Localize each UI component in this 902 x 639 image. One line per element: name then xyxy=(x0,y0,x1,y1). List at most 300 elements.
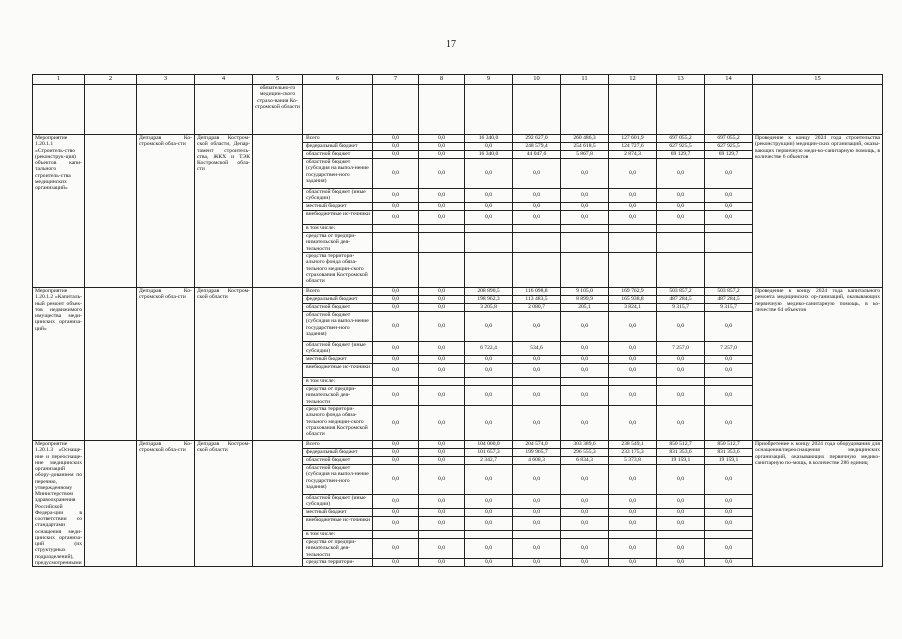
funding-source-cell: областной бюджет xyxy=(303,304,373,312)
amount-cell: 0,0 xyxy=(465,465,513,495)
amount-cell: 0,0 xyxy=(657,509,705,517)
amount-cell: 0,0 xyxy=(657,559,705,567)
amount-cell xyxy=(609,233,657,253)
amount-cell: 0,0 xyxy=(705,539,753,559)
header-cell: 7 xyxy=(373,75,419,85)
amount-cell: 0,0 xyxy=(513,211,561,225)
amount-cell: 248 579,4 xyxy=(513,143,561,151)
amount-cell xyxy=(419,233,465,253)
header-row xyxy=(33,75,883,85)
amount-cell: 113 483,5 xyxy=(513,296,561,304)
amount-cell xyxy=(465,233,513,253)
amount-cell: 0,0 xyxy=(513,356,561,364)
amount-cell: 9 315,7 xyxy=(657,304,705,312)
amount-cell: 9 105,0 xyxy=(561,288,609,296)
amount-cell: 0,0 xyxy=(657,406,705,441)
funding-source-cell: местный бюджет xyxy=(303,356,373,364)
funding-source-cell: внебюджетные ис-точники xyxy=(303,211,373,225)
amount-cell: 0,0 xyxy=(465,509,513,517)
amount-cell xyxy=(705,378,753,386)
amount-cell xyxy=(513,233,561,253)
amount-cell xyxy=(657,253,705,288)
amount-cell: 208 890,5 xyxy=(465,288,513,296)
amount-cell: 127 601,9 xyxy=(609,135,657,143)
amount-cell: 0,0 xyxy=(465,517,513,531)
amount-cell: 0,0 xyxy=(513,517,561,531)
amount-cell: 0,0 xyxy=(465,203,513,211)
amount-cell: 0,0 xyxy=(705,203,753,211)
amount-cell: 0,0 xyxy=(561,356,609,364)
amount-cell xyxy=(561,378,609,386)
empty-cell xyxy=(253,441,303,567)
amount-cell: 8 899,9 xyxy=(561,296,609,304)
amount-cell: 0,0 xyxy=(513,159,561,189)
funding-source-cell: федеральный бюджет xyxy=(303,296,373,304)
amount-cell: 0,0 xyxy=(705,386,753,406)
amount-cell: 0,0 xyxy=(705,211,753,225)
amount-cell: 0,0 xyxy=(419,304,465,312)
responsible-cell: Депздрав Ко-стромской обла-сти xyxy=(137,135,195,288)
amount-cell: 0,0 xyxy=(513,509,561,517)
amount-cell xyxy=(373,233,419,253)
amount-cell: 292 627,0 xyxy=(513,135,561,143)
amount-cell xyxy=(561,233,609,253)
amount-cell xyxy=(373,253,419,288)
amount-cell xyxy=(561,253,609,288)
amount-cell xyxy=(419,253,465,288)
amount-cell: 831 353,6 xyxy=(705,449,753,457)
amount-cell xyxy=(561,531,609,539)
amount-cell: 0,0 xyxy=(609,465,657,495)
funding-source-cell: Всего xyxy=(303,441,373,449)
amount-cell: 0,0 xyxy=(419,135,465,143)
amount-cell: 0,0 xyxy=(705,465,753,495)
amount-cell: 2 080,7 xyxy=(513,304,561,312)
amount-cell xyxy=(373,378,419,386)
amount-cell: 124 727,6 xyxy=(609,143,657,151)
amount-cell xyxy=(609,225,657,233)
amount-cell: 0,0 xyxy=(561,203,609,211)
header-cell: 13 xyxy=(657,75,705,85)
amount-cell: 7 257,0 xyxy=(705,342,753,356)
amount-cell: 0,0 xyxy=(513,406,561,441)
amount-cell: 0,0 xyxy=(419,457,465,465)
amount-cell: 7 257,0 xyxy=(657,342,705,356)
amount-cell: 0,0 xyxy=(419,151,465,159)
amount-cell: 0,0 xyxy=(465,406,513,441)
empty-cell xyxy=(253,135,303,288)
amount-cell: 0,0 xyxy=(705,356,753,364)
amount-cell: 260 486,3 xyxy=(561,135,609,143)
expected-result-cell: Проведение к концу 2024 года строительства (реконструкции) медицин-ских организаций, оказы-вающих первичную меди-ко-санитарную помощь, в количестве 6 объектов xyxy=(753,135,883,288)
amount-cell: 0,0 xyxy=(419,203,465,211)
amount-cell: 0,0 xyxy=(657,386,705,406)
header-cell: 8 xyxy=(419,75,465,85)
amount-cell: 697 055,2 xyxy=(657,135,705,143)
funding-source-cell: средства территори-ального фонда обяза-тельного медицин-ского страхования Костромской области xyxy=(303,406,373,441)
executors-cell: Депздрав Костром-ской области xyxy=(195,288,253,441)
program-table xyxy=(32,74,883,567)
amount-cell: 487 284,5 xyxy=(705,296,753,304)
amount-cell: 0,0 xyxy=(513,559,561,567)
amount-cell: 0,0 xyxy=(705,517,753,531)
amount-cell: 165 938,8 xyxy=(609,296,657,304)
amount-cell: 0,0 xyxy=(657,203,705,211)
amount-cell: 0,0 xyxy=(561,406,609,441)
header-cell: 3 xyxy=(137,75,195,85)
amount-cell: 0,0 xyxy=(373,539,419,559)
amount-cell: 0,0 xyxy=(419,342,465,356)
amount-cell: 0,0 xyxy=(705,495,753,509)
amount-cell: 0,0 xyxy=(419,312,465,342)
amount-cell: 5 373,8 xyxy=(609,457,657,465)
amount-cell: 44 047,6 xyxy=(513,151,561,159)
amount-cell: 0,0 xyxy=(465,495,513,509)
table-row xyxy=(33,135,883,143)
funding-source-cell: областной бюджет (субсидия на выпол-нение государствен-ного задания) xyxy=(303,465,373,495)
header-cell: 12 xyxy=(609,75,657,85)
amount-cell: 0,0 xyxy=(373,135,419,143)
amount-cell: 0,0 xyxy=(609,211,657,225)
amount-cell: 0,0 xyxy=(373,386,419,406)
amount-cell: 0,0 xyxy=(373,203,419,211)
amount-cell: 0,0 xyxy=(513,189,561,203)
amount-cell: 0,0 xyxy=(419,356,465,364)
amount-cell xyxy=(465,378,513,386)
amount-cell: 0,0 xyxy=(465,211,513,225)
amount-cell: 627 925,5 xyxy=(657,143,705,151)
amount-cell: 0,0 xyxy=(419,495,465,509)
amount-cell: 19 159,1 xyxy=(657,457,705,465)
funding-source-cell: федеральный бюджет xyxy=(303,143,373,151)
measure-name-cell: Мероприятие 1.20.1.3 «Оснаще-ние и переоснаще-ние медицинских организаций обору-дованием по перечню, утвержденному Министерством здравоохранения Российской Федера-ции в соответствии со стандартами оснащения меди-цинских организа-ций (их структурных подразделений), предусмотренными xyxy=(33,441,85,567)
amount-cell: 0,0 xyxy=(705,559,753,567)
amount-cell xyxy=(465,225,513,233)
amount-cell: 0,0 xyxy=(419,509,465,517)
amount-cell: 0,0 xyxy=(513,203,561,211)
amount-cell: 0,0 xyxy=(419,517,465,531)
amount-cell: 238 549,1 xyxy=(609,441,657,449)
empty-cell xyxy=(253,288,303,441)
amount-cell: 627 925,5 xyxy=(705,143,753,151)
table-row xyxy=(33,441,883,449)
amount-cell: 503 857,2 xyxy=(657,288,705,296)
funding-source-cell: в том числе: xyxy=(303,531,373,539)
amount-cell xyxy=(609,531,657,539)
amount-cell: 0,0 xyxy=(373,356,419,364)
amount-cell: 0,0 xyxy=(419,159,465,189)
expected-result-cell: Проведение к концу 2024 года капитального ремонта медицинских ор-ганизаций, оказывающих первичную медико-санитарную помощь, в ко-личестве 64 объектов xyxy=(753,288,883,441)
amount-cell: 0,0 xyxy=(705,364,753,378)
header-cell: 1 xyxy=(33,75,85,85)
amount-cell: 0,0 xyxy=(609,517,657,531)
empty-cell xyxy=(85,441,137,567)
amount-cell: 0,0 xyxy=(513,539,561,559)
amount-cell: 0,0 xyxy=(561,495,609,509)
amount-cell: 0,0 xyxy=(373,465,419,495)
header-cell: 5 xyxy=(253,75,303,85)
amount-cell: 0,0 xyxy=(419,559,465,567)
amount-cell: 0,0 xyxy=(609,312,657,342)
amount-cell: 0,0 xyxy=(609,189,657,203)
amount-cell: 0,0 xyxy=(561,211,609,225)
amount-cell: 0,0 xyxy=(419,386,465,406)
amount-cell: 0,0 xyxy=(561,559,609,567)
measure-name-cell: Мероприятие 1.20.1.2 «Капиталь-ный ремонт объек-тов недвижимого имущества меди-цинских организа-ций» xyxy=(33,288,85,441)
amount-cell xyxy=(609,378,657,386)
amount-cell xyxy=(419,378,465,386)
amount-cell: 0,0 xyxy=(465,364,513,378)
amount-cell: 0,0 xyxy=(561,517,609,531)
amount-cell xyxy=(705,225,753,233)
header-cell: 4 xyxy=(195,75,253,85)
amount-cell: 487 284,5 xyxy=(657,296,705,304)
amount-cell: 296 555,3 xyxy=(561,449,609,457)
amount-cell: 0,0 xyxy=(465,143,513,151)
amount-cell xyxy=(657,233,705,253)
funding-source-cell: областной бюджет xyxy=(303,151,373,159)
amount-cell: 0,0 xyxy=(465,559,513,567)
amount-cell: 0,0 xyxy=(373,312,419,342)
amount-cell: 0,0 xyxy=(419,211,465,225)
amount-cell: 0,0 xyxy=(561,465,609,495)
amount-cell: 169 762,9 xyxy=(609,288,657,296)
amount-cell: 204 574,0 xyxy=(513,441,561,449)
responsible-cell: Депздрав Ко-стромской обла-сти xyxy=(137,441,195,567)
amount-cell xyxy=(419,531,465,539)
amount-cell: 0,0 xyxy=(373,288,419,296)
funding-source-cell: в том числе: xyxy=(303,378,373,386)
funding-source-cell: областной бюджет (иные субсидии) xyxy=(303,189,373,203)
funding-source-cell: средства территори- xyxy=(303,559,373,567)
amount-cell: 198 962,3 xyxy=(465,296,513,304)
amount-cell: 0,0 xyxy=(373,559,419,567)
amount-cell: 0,0 xyxy=(609,495,657,509)
amount-cell: 0,0 xyxy=(609,386,657,406)
amount-cell: 0,0 xyxy=(465,312,513,342)
amount-cell: 0,0 xyxy=(657,495,705,509)
amount-cell: 0,0 xyxy=(705,189,753,203)
amount-cell: 0,0 xyxy=(609,356,657,364)
amount-cell: 5 867,8 xyxy=(561,151,609,159)
amount-cell: 0,0 xyxy=(513,495,561,509)
amount-cell: 534,6 xyxy=(513,342,561,356)
header-cell: 15 xyxy=(753,75,883,85)
amount-cell: 0,0 xyxy=(373,211,419,225)
amount-cell: 0,0 xyxy=(373,449,419,457)
funding-source-cell: областной бюджет xyxy=(303,457,373,465)
amount-cell: 2 342,7 xyxy=(465,457,513,465)
amount-cell xyxy=(513,225,561,233)
amount-cell: 0,0 xyxy=(705,509,753,517)
amount-cell: 0,0 xyxy=(561,342,609,356)
funding-source-cell: внебюджетные ис-точники xyxy=(303,364,373,378)
responsible-cell: Депздрав Ко-стромской обла-сти xyxy=(137,288,195,441)
amount-cell: 0,0 xyxy=(657,465,705,495)
amount-cell: 2 874,3 xyxy=(609,151,657,159)
amount-cell: 0,0 xyxy=(465,189,513,203)
amount-cell: 0,0 xyxy=(373,509,419,517)
amount-cell: 16 340,0 xyxy=(465,151,513,159)
amount-cell: 0,0 xyxy=(419,296,465,304)
amount-cell xyxy=(513,378,561,386)
funding-source-cell: областной бюджет (субсидия на выпол-нение государствен-ного задания) xyxy=(303,312,373,342)
funding-source-cell: областной бюджет (иные субсидии) xyxy=(303,342,373,356)
amount-cell: 0,0 xyxy=(513,465,561,495)
amount-cell: 3 824,1 xyxy=(609,304,657,312)
continuation-row xyxy=(33,85,883,135)
amount-cell: 0,0 xyxy=(373,364,419,378)
amount-cell: 0,0 xyxy=(373,342,419,356)
amount-cell: 233 175,3 xyxy=(609,449,657,457)
amount-cell: 0,0 xyxy=(465,386,513,406)
continuation-source-cell: обязательно-го медицин-ского страхо-вания Ко-стромской области xyxy=(253,85,303,135)
funding-source-cell: областной бюджет (иные субсидии) xyxy=(303,495,373,509)
funding-source-cell: средства от предпри-нимательской дея-тельности xyxy=(303,233,373,253)
header-cell: 14 xyxy=(705,75,753,85)
amount-cell: 0,0 xyxy=(657,312,705,342)
empty-cell xyxy=(85,135,137,288)
amount-cell: 0,0 xyxy=(373,495,419,509)
funding-source-cell: Всего xyxy=(303,288,373,296)
amount-cell: 0,0 xyxy=(561,509,609,517)
funding-source-cell: в том числе: xyxy=(303,225,373,233)
amount-cell xyxy=(373,225,419,233)
funding-source-cell: внебюджетные ис-точники xyxy=(303,517,373,531)
amount-cell: 0,0 xyxy=(373,304,419,312)
amount-cell: 0,0 xyxy=(373,457,419,465)
amount-cell: 0,0 xyxy=(609,559,657,567)
header-cell: 6 xyxy=(303,75,373,85)
amount-cell xyxy=(465,253,513,288)
amount-cell: 0,0 xyxy=(513,364,561,378)
expected-result-cell: Приобретение к концу 2024 года оборудования для оснащения/переоснащения медицинских организаций, оказывающих первичную медико-санитарную по-мощь, в количестве 286 единиц xyxy=(753,441,883,567)
amount-cell: 0,0 xyxy=(609,509,657,517)
header-cell: 11 xyxy=(561,75,609,85)
amount-cell: 0,0 xyxy=(419,288,465,296)
amount-cell: 0,0 xyxy=(513,312,561,342)
amount-cell: 503 857,2 xyxy=(705,288,753,296)
amount-cell: 0,0 xyxy=(561,539,609,559)
amount-cell: 0,0 xyxy=(419,465,465,495)
funding-source-cell: средства от предпри-нимательской дея-тельности xyxy=(303,539,373,559)
amount-cell: 0,0 xyxy=(465,356,513,364)
amount-cell xyxy=(373,531,419,539)
amount-cell xyxy=(609,253,657,288)
amount-cell xyxy=(705,253,753,288)
measure-name-cell: Мероприятие 1.20.1.1 «Строитель-ство (реконструк-ция) объектов капи-тального строитель-ства медицинских организаций» xyxy=(33,135,85,288)
amount-cell: 0,0 xyxy=(561,312,609,342)
amount-cell: 0,0 xyxy=(609,159,657,189)
amount-cell: 0,0 xyxy=(419,364,465,378)
executors-cell: Депздрав Костром-ской области xyxy=(195,441,253,567)
funding-source-cell: федеральный бюджет xyxy=(303,449,373,457)
amount-cell: 0,0 xyxy=(419,441,465,449)
amount-cell xyxy=(465,531,513,539)
funding-source-cell: средства от предпри-нимательской дея-тельности xyxy=(303,386,373,406)
amount-cell: 6 722,4 xyxy=(465,342,513,356)
amount-cell: 0,0 xyxy=(373,159,419,189)
amount-cell: 0,0 xyxy=(609,539,657,559)
funding-source-cell: Всего xyxy=(303,135,373,143)
amount-cell: 0,0 xyxy=(373,441,419,449)
amount-cell: 6 834,3 xyxy=(561,457,609,465)
amount-cell: 0,0 xyxy=(609,364,657,378)
amount-cell: 0,0 xyxy=(561,189,609,203)
amount-cell: 101 657,3 xyxy=(465,449,513,457)
amount-cell xyxy=(513,531,561,539)
amount-cell: 0,0 xyxy=(705,312,753,342)
amount-cell: 0,0 xyxy=(657,356,705,364)
amount-cell: 104 000,0 xyxy=(465,441,513,449)
amount-cell: 850 512,7 xyxy=(705,441,753,449)
funding-source-cell: местный бюджет xyxy=(303,203,373,211)
header-cell: 9 xyxy=(465,75,513,85)
amount-cell xyxy=(657,225,705,233)
amount-cell: 116 098,8 xyxy=(513,288,561,296)
amount-cell: 0,0 xyxy=(373,296,419,304)
empty-cell xyxy=(85,288,137,441)
amount-cell: 16 340,0 xyxy=(465,135,513,143)
amount-cell: 0,0 xyxy=(419,406,465,441)
amount-cell: 0,0 xyxy=(419,189,465,203)
amount-cell: 0,0 xyxy=(705,406,753,441)
amount-cell: 4 608,3 xyxy=(513,457,561,465)
amount-cell: 0,0 xyxy=(561,386,609,406)
amount-cell: 69 129,7 xyxy=(705,151,753,159)
amount-cell: 0,0 xyxy=(657,189,705,203)
amount-cell: 205,1 xyxy=(561,304,609,312)
amount-cell: 0,0 xyxy=(419,539,465,559)
amount-cell: 0,0 xyxy=(657,517,705,531)
amount-cell xyxy=(513,253,561,288)
amount-cell: 0,0 xyxy=(657,159,705,189)
amount-cell: 0,0 xyxy=(465,159,513,189)
amount-cell: 199 965,7 xyxy=(513,449,561,457)
amount-cell: 19 159,1 xyxy=(705,457,753,465)
amount-cell: 0,0 xyxy=(561,159,609,189)
amount-cell: 0,0 xyxy=(465,539,513,559)
amount-cell xyxy=(419,225,465,233)
funding-source-cell: областной бюджет (субсидия на выпол-нение государствен-ного задания) xyxy=(303,159,373,189)
amount-cell: 0,0 xyxy=(705,159,753,189)
amount-cell: 0,0 xyxy=(373,143,419,151)
amount-cell: 303 389,6 xyxy=(561,441,609,449)
amount-cell xyxy=(657,531,705,539)
header-cell: 10 xyxy=(513,75,561,85)
amount-cell: 0,0 xyxy=(609,406,657,441)
amount-cell: 69 129,7 xyxy=(657,151,705,159)
amount-cell xyxy=(705,531,753,539)
amount-cell: 9 315,7 xyxy=(705,304,753,312)
amount-cell: 0,0 xyxy=(561,364,609,378)
funding-source-cell: средства территори-ального фонда обяза-тельного медицин-ского страхования Костромской области xyxy=(303,253,373,288)
amount-cell: 3 205,8 xyxy=(465,304,513,312)
table-row xyxy=(33,288,883,296)
amount-cell: 697 055,2 xyxy=(705,135,753,143)
page-number: 17 xyxy=(446,39,456,50)
amount-cell: 0,0 xyxy=(373,517,419,531)
amount-cell: 0,0 xyxy=(419,449,465,457)
amount-cell xyxy=(561,225,609,233)
amount-cell: 0,0 xyxy=(609,342,657,356)
executors-cell: Депздрав Костром-ской области, Депар-тамент строитель-ства, ЖКХ и ТЭК Костромской обла-сти xyxy=(195,135,253,288)
amount-cell: 831 353,6 xyxy=(657,449,705,457)
amount-cell: 0,0 xyxy=(609,203,657,211)
amount-cell: 0,0 xyxy=(419,143,465,151)
funding-source-cell: местный бюджет xyxy=(303,509,373,517)
header-cell: 2 xyxy=(85,75,137,85)
